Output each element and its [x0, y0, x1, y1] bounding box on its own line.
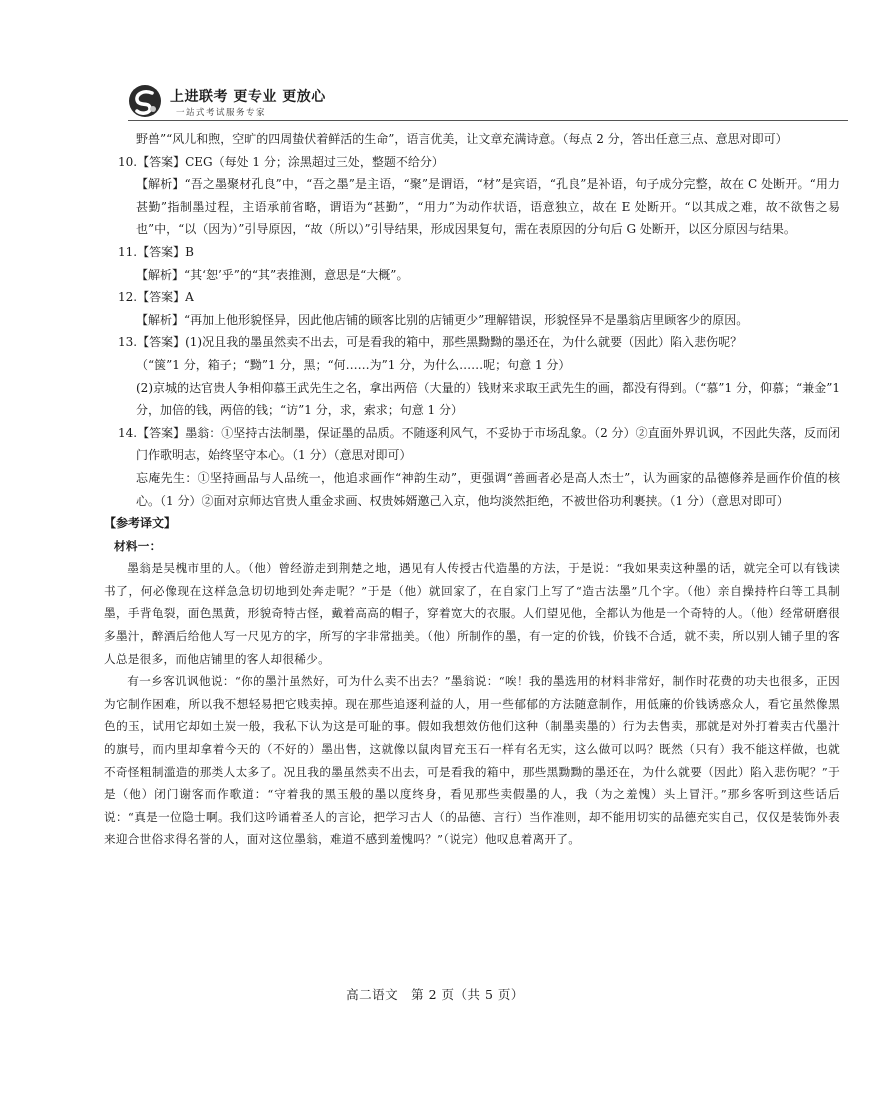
brand-subslogan: 一站式考试服务专家 [176, 108, 267, 118]
answer-line: 13.【答案】(1)况且我的墨虽然卖不出去，可是看我的箱中，那些黑黝黝的墨还在，为什么就要（因此）陷入悲伤呢？ [118, 335, 743, 350]
answer-content [104, 128, 840, 851]
translation-body [104, 535, 840, 851]
translation-paragraph: 有一乡客讥讽他说：“你的墨汁虽然好，可为什么卖不出去？”墨翁说：“唉！我的墨选用的材料非常好，制作时花费的功夫也很多，正因为它制作困难，所以我不想轻易把它贱卖掉。现在那些追逐利益的人，用一些郁郁的方法随意制作，用低廉的价钱诱惑众人，看它虽然像黑色的玉，试用它却如土炭一般，我私下认为这是可耻的事。假如我想效仿他们这种（制墨卖墨的）行为去售卖，那就是对外打着卖古代墨汁的旗号，而内里却拿着今天的（不好的）墨出售，这就像以鼠肉冒充玉石一样有名无实，这么做可以吗？既然（只有）我不能这样做，也就不奇怪粗制滥造的那类人太多了。况且我的墨虽然卖不出去，可是看我的箱中，那些黑黝黝的墨还在，为什么就要（因此）陷入悲伤呢？”于是（他）闭门谢客而作歌道：“守着我的黑玉般的墨以度终身，看见那些卖假墨的人，我（为之羞愧）头上冒汗。”那乡客听到这些话后说：“真是一位隐士啊。我们这吟诵着圣人的言论，把学习古人（的品德、言行）当作准则，却不能用切实的品德充实自己，仅仅是装饰外表来迎合世俗求得名誉的人，面对这位墨翁，难道不感到羞愧吗？”（说完）他叹息着离开了。 [104, 674, 840, 847]
answer-line: 【解析】“再加上他形貌怪异，因此他店铺的顾客比别的店铺更少”理解错误，形貌怪异不是墨翁店里顾客少的原因。 [136, 312, 749, 327]
answer-line: 忘庵先生：①坚持画品与人品统一，他追求画作“神韵生动”，更强调“善画者必是高人杰士”，认为画家的品德修养是画作价值的核心。（1 分）②面对京师达官贵人重金求画、权贵姊婿邀己入京，他均淡然拒绝，不被世俗功利裹挟。（1 分）（意思对即可） [136, 470, 840, 508]
answer-line: 【解析】“吾之墨聚材孔良”中，“吾之墨”是主语，“聚”是谓语，“材”是宾语，“孔良”是补语，句子成分完整，故在 C 处断开。“用力甚勤”指制墨过程，主语承前省略，谓语为“甚勤”，“用力”为动作状语，语意独立，故在 E 处断开。“以其成之难，故不欲售之易也”中，“以（因为）”引导原因，“故（所以）”引导结果，形成因果复句，需在表原因的分句后 G 处断开，以区分原因与结果。 [136, 177, 840, 237]
brand-slogan: 上进联考 更专业 更放心 [170, 89, 326, 105]
answer-line: (2)京城的达官贵人争相仰慕王武先生之名，拿出两倍（大量的）钱财来求取王武先生的画，都没有得到。（“慕”1 分，仰慕；“兼金”1 分，加倍的钱，两倍的钱；“访”1 分，求，索求；句意 1 分） [136, 380, 840, 418]
translation-heading: 【参考译文】 [104, 516, 177, 531]
translation-paragraph: 墨翁是吴槐市里的人。（他）曾经游走到荆楚之地，遇见有人传授古代造墨的方法，于是说：“我如果卖这种墨的话，就完全可以有钱读书了，何必像现在这样急急切切地到处奔走呢？”于是（他）就回家了，在自家门上写了“造古法墨”几个字。（他）亲自操持杵臼等工具制墨，手背龟裂，面色黑黄，形貌奇特古怪，戴着高高的帽子，穿着宽大的衣服。人们望见他，全都认为他是一个奇特的人。（他）经常研磨很多墨汁，醉酒后给他人写一尺见方的字，所写的字非常拙美。（他）所制作的墨，有一定的价钱，价钱不合适，就不卖，所以别人铺子里的客人总是很多，而他店铺里的客人却很稀少。 [104, 561, 840, 666]
answer-line: 12.【答案】A [118, 290, 194, 305]
answer-line: 野兽”“风儿和煦，空旷的四周蛰伏着鲜活的生命”，语言优美，让文章充满诗意。（每点 2 分，答出任意三点、意思对即可） [136, 132, 788, 146]
brand-logo-icon [128, 84, 162, 118]
material-label: 材料一： [114, 538, 162, 553]
answer-line: 11.【答案】B [118, 244, 194, 259]
answer-line: 14.【答案】墨翁：①坚持古法制墨，保证墨的品质。不随逐利风气，不妥协于市场乱象。（2 分）②直面外界讥讽，不因此失落，反而闭门作歌明志，始终坚守本心。（1 分）（意思对即可） [118, 425, 840, 463]
answer-line: （“箧”1 分，箱子；“黝”1 分，黑；“何……为”1 分，为什么……呢；句意 1 分） [136, 357, 571, 372]
answer-line: 10.【答案】CEG（每处 1 分；涂黑超过三处，整题不给分） [118, 154, 444, 169]
answer-line: 【解析】“其‘恕’乎”的“其”表推测，意思是“大概”。 [136, 267, 409, 282]
page-footer: 高二语文 第 2 页（共 5 页） [346, 987, 524, 1002]
header-divider [128, 120, 848, 121]
page-header [128, 84, 848, 124]
